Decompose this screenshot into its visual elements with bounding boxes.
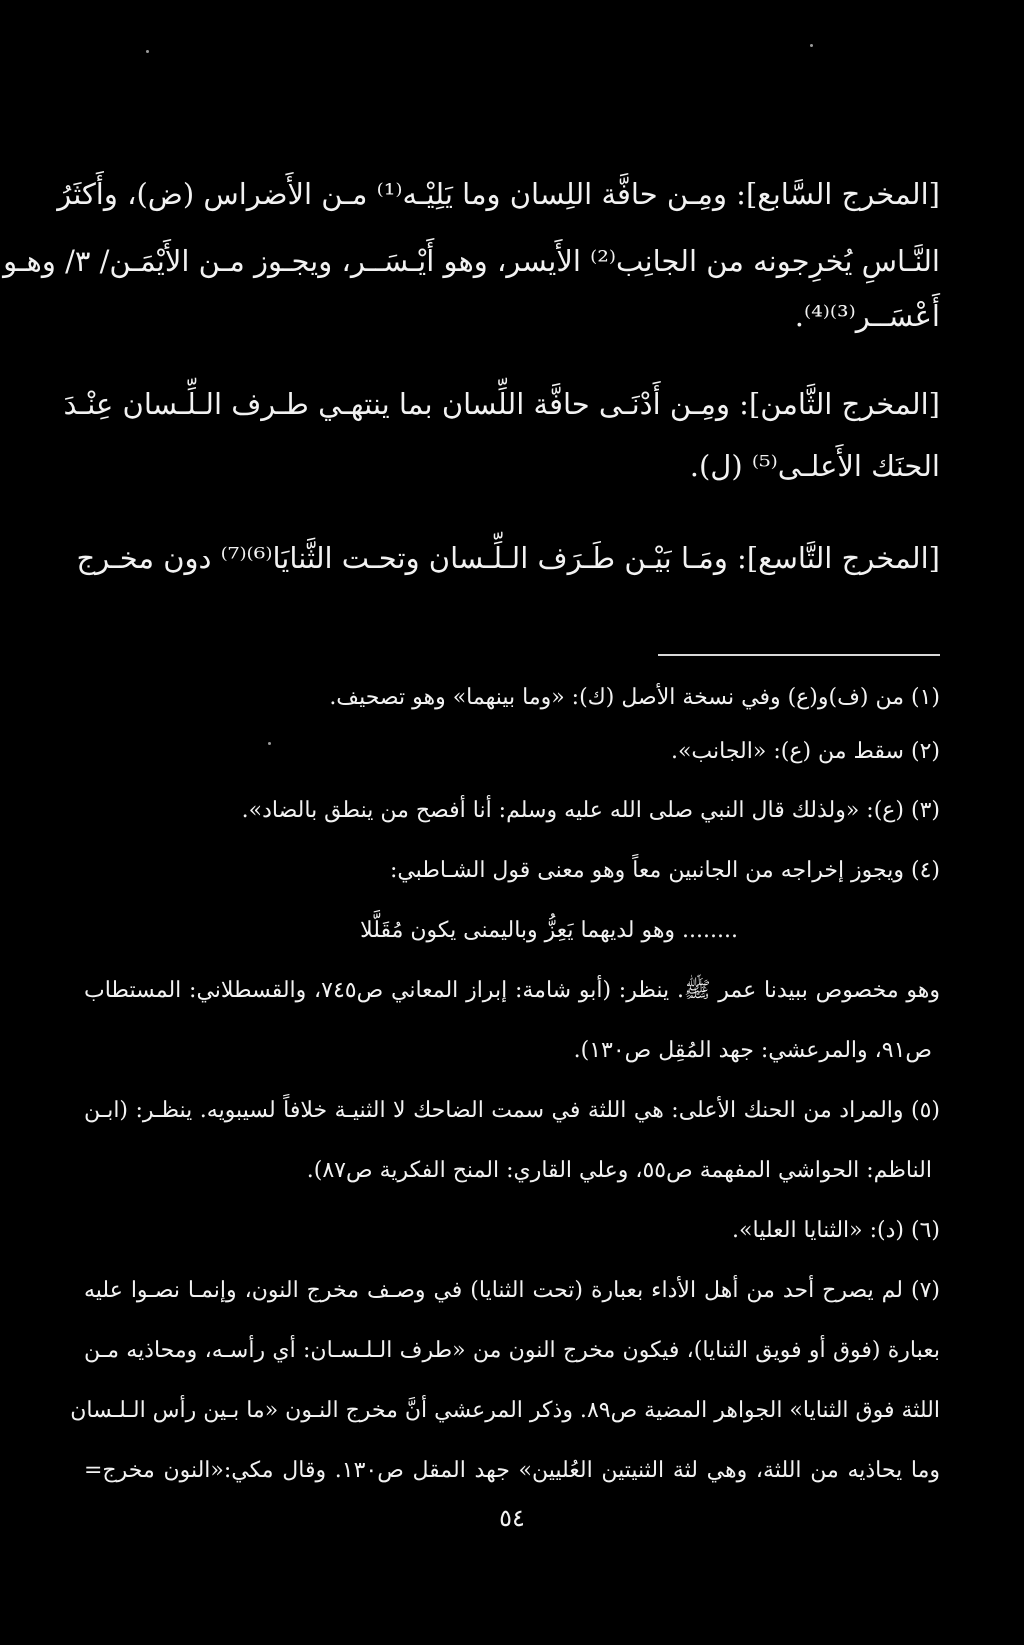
footnote-2: (٢) سقط من (ع): «الجانب».	[670, 739, 940, 764]
main-line-3: أَعْسَــر⁽³⁾⁽⁴⁾.	[794, 299, 940, 333]
footnote-7-cont-1: بعبارة (فوق أو فويق الثنايا)، فيكون مخرج النون من «طرف الـلـسـان: أي رأسـه، ومحاذيه مـن	[84, 1338, 940, 1363]
footnote-7-cont-2: اللثة فوق الثنايا» الجواهر المضية ص٨٩. وذكر المرعشي أنَّ مخرج النـون «ما بـين رأس الـلـسان	[70, 1398, 940, 1423]
footnote-separator	[658, 654, 940, 656]
scan-speck	[268, 742, 271, 745]
footnote-4-cont-2: ص٩١، والمرعشي: جهد المُقِل ص١٣٠).	[573, 1038, 932, 1063]
main-line-2: النَّـاسِ يُخرِجونه من الجانِب⁽²⁾ الأَيسر، وهو أَيْـسَــر، ويجـوز مـن الأَيْمَـن/ ٣/ وهـو	[3, 244, 940, 278]
footnote-1: (١) من (ف)و(ع) وفي نسخة الأصل (ك): «وما بينهما» وهو تصحيف.	[329, 685, 940, 710]
footnote-6: (٦) (د): «الثنايا العليا».	[732, 1218, 940, 1243]
scan-speck	[146, 50, 149, 53]
main-line-6: [المخرج التَّاسع]: ومَـا بَيْـن طَـرَف الـلِّـسان وتحـت الثَّنايَا⁽⁶⁾⁽⁷⁾ دون مخـرج	[76, 541, 940, 575]
footnote-4-cont-1: وهو مخصوص ببيدنا عمر ﷺ. ينظر: (أبو شامة: إبراز المعاني ص٧٤٥، والقسطلاني: المستطاب	[84, 978, 940, 1003]
footnote-7-cont-3: وما يحاذيه من اللثة، وهي لثة الثنيتين العُليين» جهد المقل ص١٣٠. وقال مكي:«النون مخرج=	[84, 1458, 940, 1483]
footnote-4-verse: ........ وهو لديهما يَعِزُّ وباليمنى يكون مُقَلَّلا	[360, 918, 738, 943]
footnote-5: (٥) والمراد من الحنك الأعلى: هي اللثة في سمت الضاحك لا الثنيـة خلافاً لسيبويه. ينظـر: (ابـن	[84, 1098, 940, 1123]
footnote-7: (٧) لم يصرح أحد من أهل الأداء بعبارة (تحت الثنايا) في وصـف مخرج النون، وإنمـا نصـوا عليه	[84, 1278, 940, 1303]
footnote-4: (٤) ويجوز إخراجه من الجانبين معاً وهو معنى قول الشـاطبي:	[389, 858, 940, 883]
scan-speck	[810, 44, 813, 47]
main-line-5: الحنَك الأَعلـى⁽⁵⁾ (ل).	[689, 449, 940, 483]
page-number: ٥٤	[499, 1504, 525, 1532]
main-line-1: [المخرج السَّابع]: ومِـن حافَّة اللِسان وما يَلِيْـه⁽¹⁾ مـن الأَضراس (ض)، وأَكثَرُ	[57, 177, 940, 211]
main-line-4: [المخرج الثَّامن]: ومِـن أَدْنَـى حافَّة اللِّسان بما ينتهـي طـرف الـلِّـسان عِنْـدَ	[63, 387, 940, 421]
footnote-3: (٣) (ع): «ولذلك قال النبي صلى الله عليه وسلم: أنا أفصح من ينطق بالضاد».	[241, 798, 940, 823]
footnote-5-cont: الناظم: الحواشي المفهمة ص٥٥، وعلي القاري: المنح الفكرية ص٨٧).	[306, 1158, 932, 1183]
